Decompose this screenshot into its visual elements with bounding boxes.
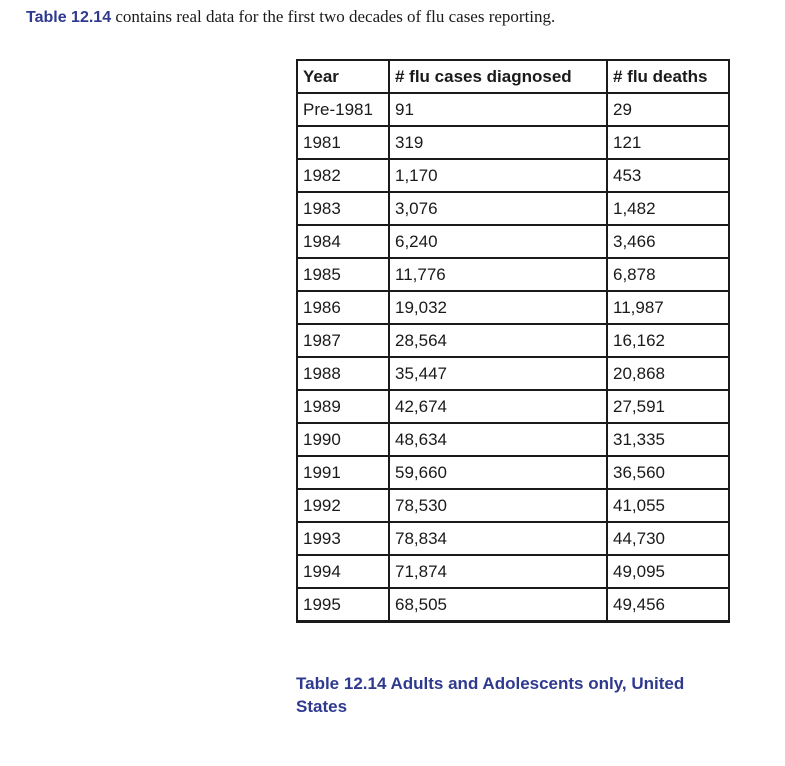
cell-year: 1994 [297, 555, 389, 588]
cell-year: 1993 [297, 522, 389, 555]
table-row [297, 357, 729, 390]
cell-year: 1995 [297, 588, 389, 622]
flu-data-table [296, 59, 730, 623]
cell-deaths: 20,868 [607, 357, 729, 390]
table-row [297, 159, 729, 192]
cell-cases-diagnosed: 42,674 [389, 390, 607, 423]
cell-year: 1988 [297, 357, 389, 390]
cell-cases-diagnosed: 28,564 [389, 324, 607, 357]
cell-year: 1982 [297, 159, 389, 192]
cell-cases-diagnosed: 78,530 [389, 489, 607, 522]
cell-year: 1987 [297, 324, 389, 357]
cell-cases-diagnosed: 68,505 [389, 588, 607, 622]
header-deaths: # flu deaths [607, 60, 729, 93]
cell-cases-diagnosed: 11,776 [389, 258, 607, 291]
table-row [297, 456, 729, 489]
table-row [297, 258, 729, 291]
table-row [297, 390, 729, 423]
cell-year: 1992 [297, 489, 389, 522]
table-caption: Table 12.14 Adults and Adolescents only, United States [296, 674, 685, 716]
cell-cases-diagnosed: 78,834 [389, 522, 607, 555]
cell-cases-diagnosed: 19,032 [389, 291, 607, 324]
cell-cases-diagnosed: 3,076 [389, 192, 607, 225]
table-row [297, 588, 729, 622]
table-row [297, 489, 729, 522]
cell-deaths: 31,335 [607, 423, 729, 456]
cell-year: 1984 [297, 225, 389, 258]
cell-deaths: 11,987 [607, 291, 729, 324]
cell-deaths: 6,878 [607, 258, 729, 291]
table-row [297, 555, 729, 588]
cell-deaths: 49,095 [607, 555, 729, 588]
cell-deaths: 49,456 [607, 588, 729, 622]
table-row [297, 192, 729, 225]
table-row [297, 291, 729, 324]
cell-year: 1981 [297, 126, 389, 159]
cell-deaths: 121 [607, 126, 729, 159]
header-cases-diagnosed: # flu cases diagnosed [389, 60, 607, 93]
table-header-row [297, 60, 729, 93]
cell-cases-diagnosed: 59,660 [389, 456, 607, 489]
table-row [297, 93, 729, 126]
cell-cases-diagnosed: 48,634 [389, 423, 607, 456]
table-row [297, 522, 729, 555]
cell-deaths: 3,466 [607, 225, 729, 258]
cell-cases-diagnosed: 319 [389, 126, 607, 159]
cell-cases-diagnosed: 35,447 [389, 357, 607, 390]
cell-year: 1986 [297, 291, 389, 324]
cell-deaths: 1,482 [607, 192, 729, 225]
cell-year: 1991 [297, 456, 389, 489]
cell-deaths: 453 [607, 159, 729, 192]
cell-cases-diagnosed: 6,240 [389, 225, 607, 258]
table-row [297, 225, 729, 258]
cell-deaths: 44,730 [607, 522, 729, 555]
intro-text: contains real data for the first two decades of flu cases reporting. [111, 7, 556, 26]
cell-deaths: 16,162 [607, 324, 729, 357]
cell-deaths: 36,560 [607, 456, 729, 489]
cell-year: 1983 [297, 192, 389, 225]
intro-paragraph [26, 7, 555, 27]
cell-cases-diagnosed: 71,874 [389, 555, 607, 588]
table-reference-link[interactable]: Table 12.14 [26, 9, 112, 26]
cell-deaths: 29 [607, 93, 729, 126]
header-year: Year [297, 60, 389, 93]
cell-year: 1985 [297, 258, 389, 291]
table-row [297, 324, 729, 357]
table-body [297, 93, 729, 622]
cell-deaths: 41,055 [607, 489, 729, 522]
cell-deaths: 27,591 [607, 390, 729, 423]
table-row [297, 126, 729, 159]
cell-year: 1990 [297, 423, 389, 456]
table-row [297, 423, 729, 456]
cell-cases-diagnosed: 1,170 [389, 159, 607, 192]
cell-year: 1989 [297, 390, 389, 423]
cell-year: Pre-1981 [297, 93, 389, 126]
cell-cases-diagnosed: 91 [389, 93, 607, 126]
